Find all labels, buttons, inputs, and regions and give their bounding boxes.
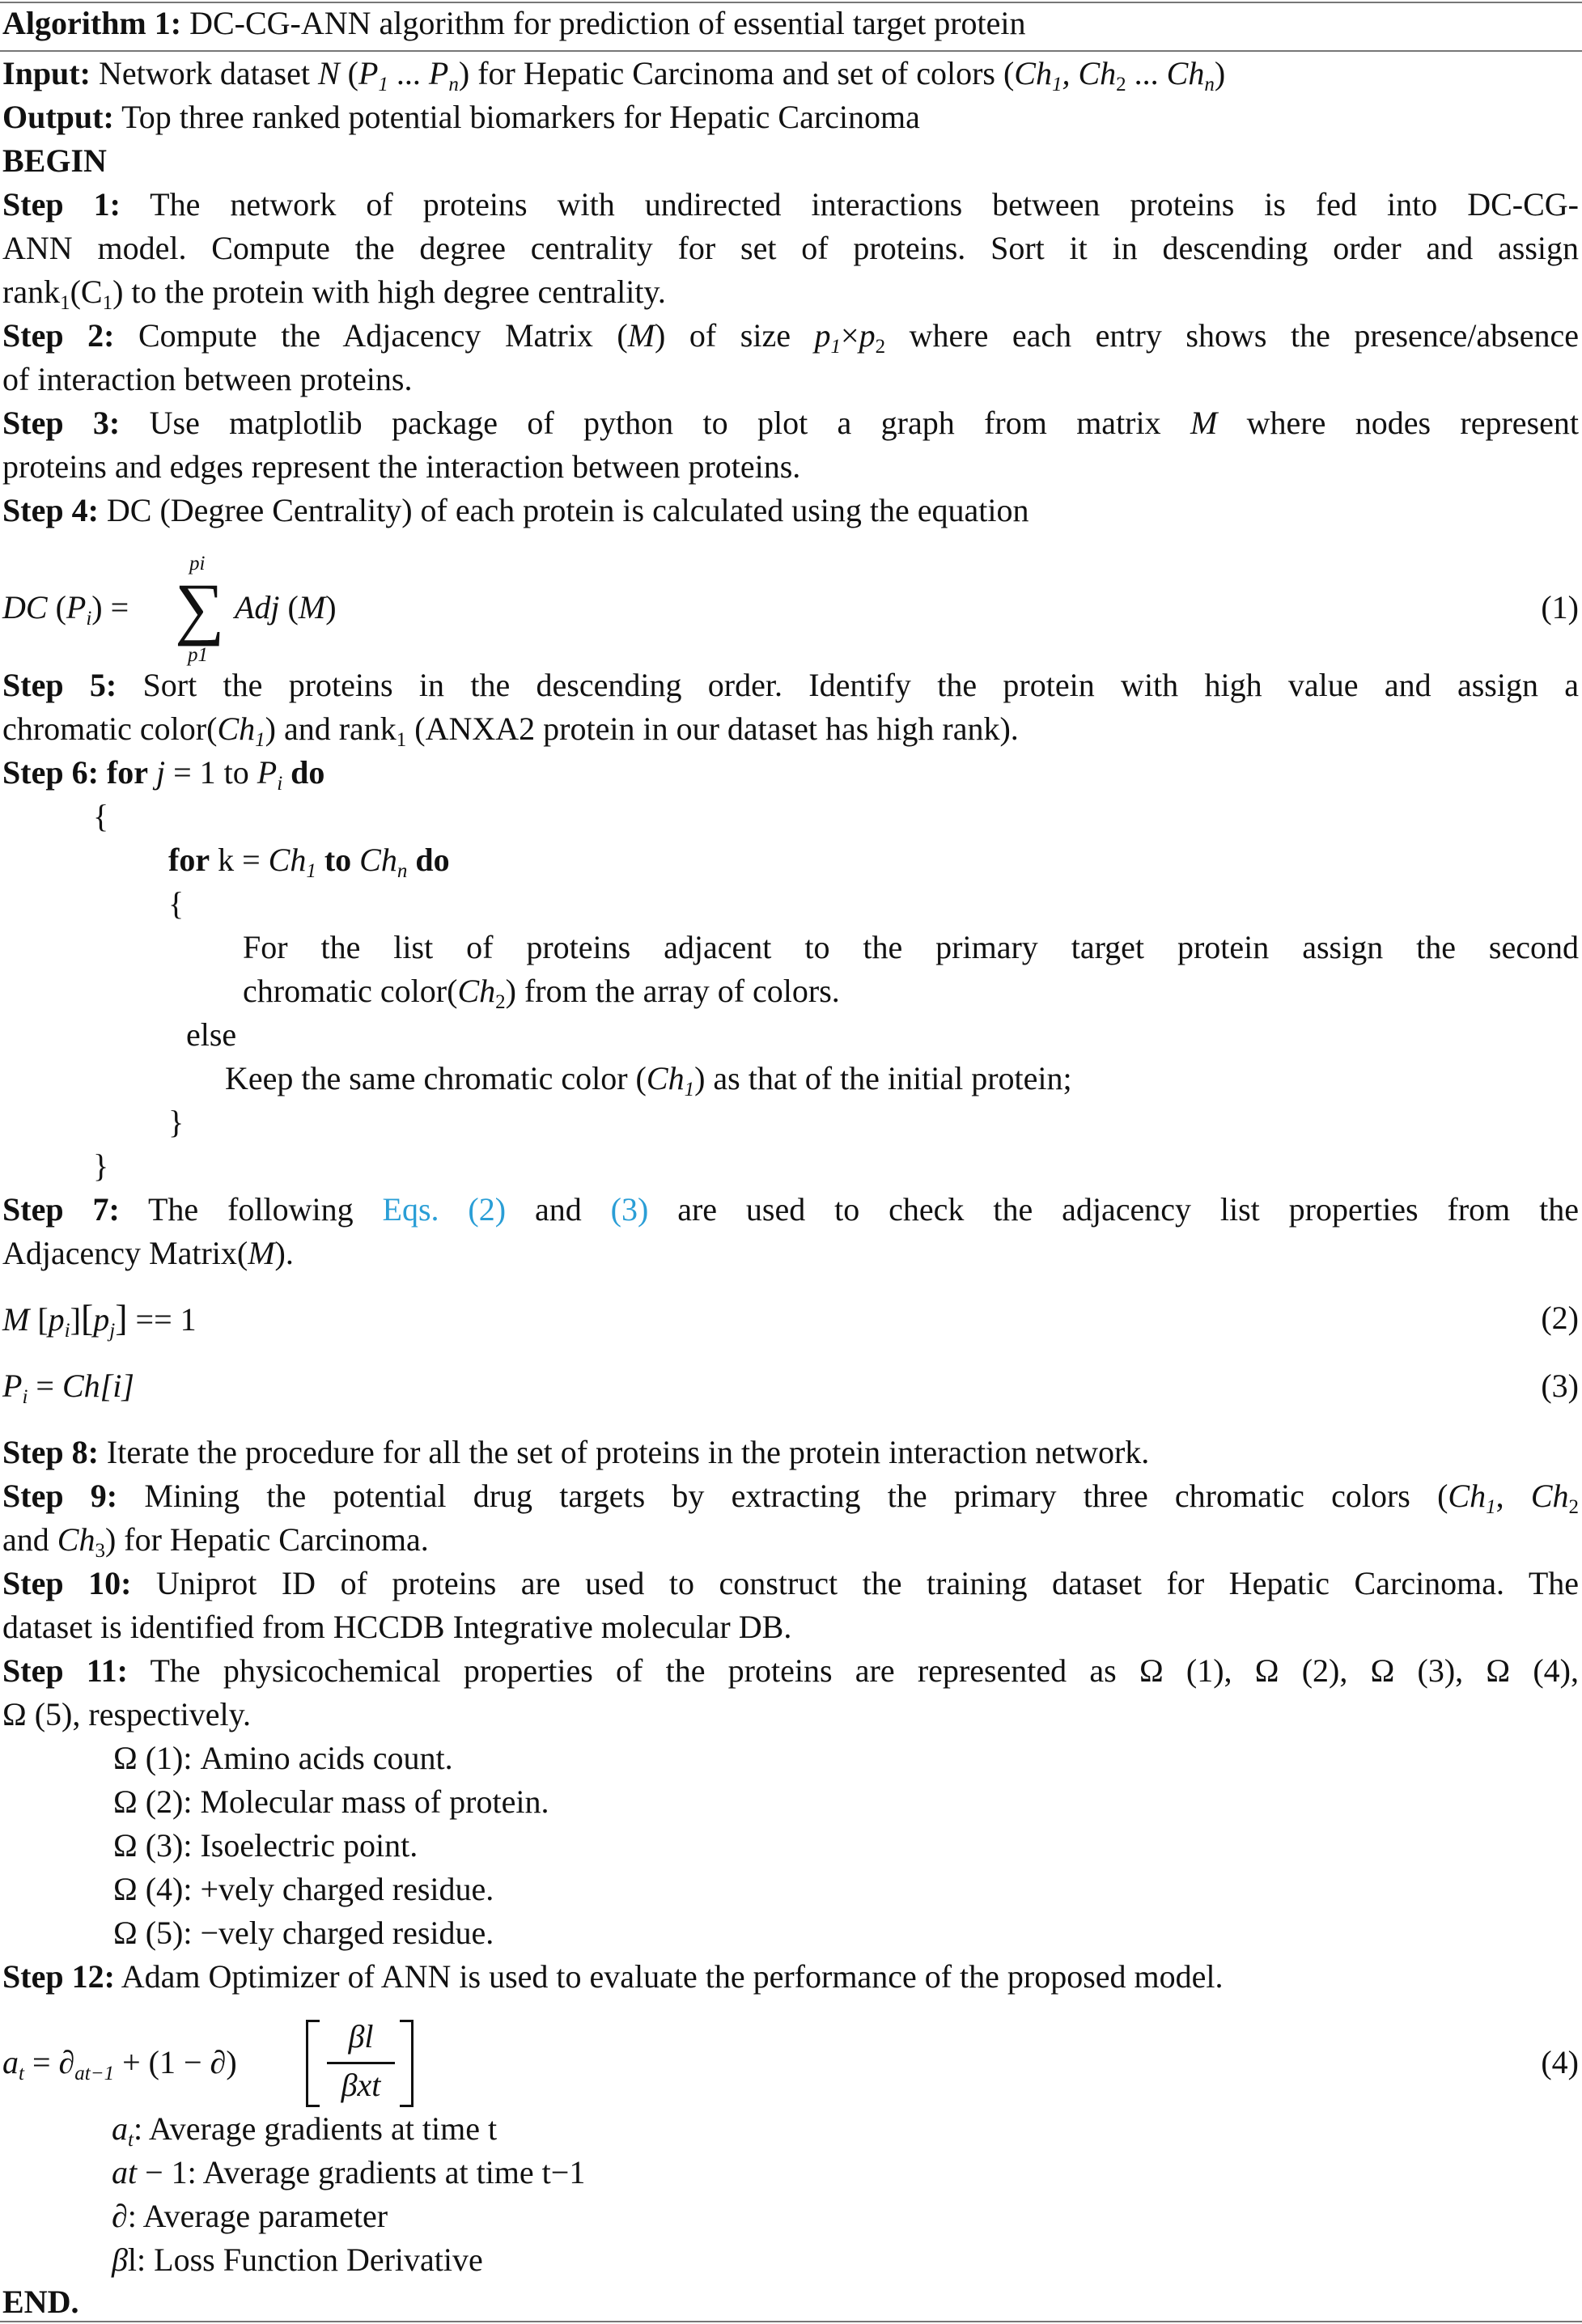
else-line xyxy=(186,1013,1579,1057)
keep-text-b: ) as that of the initial protein; xyxy=(694,1060,1072,1096)
eq4-number: (4) xyxy=(1541,2044,1579,2080)
step11-text1: The physicochemical properties of the proteins are represented as Ω (1), Ω (2), Ω (3), Ω (4), xyxy=(150,1652,1580,1689)
step6-open-brace xyxy=(93,795,1579,838)
inner-body-line2 xyxy=(243,969,1579,1013)
inner-open-brace xyxy=(168,882,1579,926)
eq4-a-sub: t xyxy=(19,2063,24,2084)
def2-at: at xyxy=(112,2154,138,2190)
step1-text3: ) to the protein with high degree centrality. xyxy=(112,274,666,310)
def1-a: a xyxy=(112,2110,128,2147)
step11-line2 xyxy=(2,1693,1579,1737)
step10-line2 xyxy=(2,1605,1579,1649)
input-text: Network dataset xyxy=(98,55,310,91)
step9-label: Step 9: xyxy=(2,1478,118,1514)
else-keyword: else xyxy=(186,1016,237,1053)
inner-ch1-sub: 1 xyxy=(306,860,316,882)
step1-line3 xyxy=(2,270,1579,314)
def2-text: − 1: Average gradients at time t−1 xyxy=(145,2154,586,2190)
eq1-i: i xyxy=(86,608,92,630)
keep-text-a: Keep the same chromatic color ( xyxy=(225,1060,647,1096)
eq2-reference-link[interactable]: Eqs. (2) xyxy=(382,1191,507,1228)
input-line: Input: Network dataset N ($P_1$ ... $P_n$) for Hepatic Carcinoma and set of colors ($Ch_1$, $Ch_2$ ... $Ch_n$) xyxy=(2,55,1226,95)
inner-body-text-a: chromatic color( xyxy=(243,973,458,1009)
step7-text-b: are used to check the adjacency list properties from the xyxy=(677,1191,1580,1228)
step3-line1 xyxy=(2,401,1579,445)
step6-range: = 1 to xyxy=(173,754,249,791)
algorithm-title xyxy=(2,2,1579,45)
eq1-dc: DC xyxy=(2,589,48,626)
bottom-rule xyxy=(0,2321,1582,2322)
definition-item xyxy=(112,2238,1579,2282)
property-5: Ω (5): −vely charged residue. xyxy=(113,1915,494,1951)
step5-line1 xyxy=(2,664,1579,707)
step4-line xyxy=(2,489,1579,532)
input-dots-2: ... xyxy=(1134,55,1159,91)
step5-text-a: chromatic color( xyxy=(2,710,218,747)
input-P1: P xyxy=(358,55,379,91)
inner-do: do xyxy=(415,842,450,878)
definition-item xyxy=(112,2195,1579,2238)
eq1-number: (1) xyxy=(1541,589,1579,626)
step2-label: Step 2: xyxy=(2,317,115,354)
step2-text-b: ) of size xyxy=(655,317,791,354)
input-label: Input: xyxy=(2,55,91,91)
step5-text-b: ) and rank xyxy=(265,710,397,747)
eq2-number: (2) xyxy=(1541,1300,1579,1336)
step10-line1 xyxy=(2,1562,1579,1605)
input-mid: for Hepatic Carcinoma and set of colors xyxy=(477,55,995,91)
step6-for: for xyxy=(106,754,148,791)
inner-chn: Ch xyxy=(359,842,397,878)
eq1-lower-limit: p1 xyxy=(188,644,208,666)
step7-line1 xyxy=(2,1188,1579,1232)
step2-M: M xyxy=(627,317,655,354)
property-item xyxy=(113,1824,1579,1868)
eq4-numerator xyxy=(324,2015,398,2059)
step2-text-a: Compute the Adjacency Matrix ( xyxy=(138,317,628,354)
step2-line2 xyxy=(2,358,1579,401)
end-text: END. xyxy=(2,2284,79,2320)
step1-line1 xyxy=(2,183,1579,227)
property-item xyxy=(113,1868,1579,1911)
step11-text2: Ω (5), respectively. xyxy=(2,1696,252,1732)
step2-text-c: where each entry shows the presence/absence xyxy=(909,317,1579,354)
step2-p1-sub: 1 xyxy=(830,336,841,358)
step3-line2 xyxy=(2,445,1579,489)
step2-p2-sub: 2 xyxy=(875,336,886,358)
sum-symbol: ∑ xyxy=(175,569,225,647)
property-2: Ω (2): Molecular mass of protein. xyxy=(113,1783,549,1820)
algorithm-label: Algorithm 1: xyxy=(2,5,182,41)
inner-body-ch: Ch xyxy=(457,973,496,1009)
step9-text1: Mining the potential drug targets by extracting the primary three chromatic colors ( xyxy=(144,1478,1448,1514)
eq4-partial-sub: at−1 xyxy=(74,2063,115,2084)
step11-line1 xyxy=(2,1649,1579,1693)
step9-ch3: Ch xyxy=(57,1521,95,1558)
def4-beta: β xyxy=(112,2241,128,2278)
step9-and: and xyxy=(2,1521,49,1558)
eq3-Ch: Ch xyxy=(61,1368,100,1404)
definition-item xyxy=(112,2151,1579,2195)
eq2-pj-sub: j xyxy=(109,1320,116,1342)
step2-times: × xyxy=(841,317,859,354)
step2-p2: p xyxy=(859,317,876,354)
input-dots: ... xyxy=(396,55,421,91)
step9-ch1-sub: 1 xyxy=(1486,1496,1496,1518)
eq1-adj: Adj xyxy=(235,589,280,626)
property-4: Ω (4): +vely charged residue. xyxy=(113,1871,494,1907)
eq3-number: (3) xyxy=(1541,1368,1579,1404)
end-keyword xyxy=(2,2280,1579,2324)
input-subn: n xyxy=(448,74,459,95)
output-label: Output: xyxy=(2,99,114,135)
step3-text-b: where nodes represent xyxy=(1246,405,1579,441)
step10-text1: Uniprot ID of proteins are used to construct the training dataset for Hepatic Carcinoma. The xyxy=(155,1565,1580,1601)
eq2-pi: p xyxy=(48,1301,65,1338)
eq3-equals: = xyxy=(36,1368,54,1404)
eq4-partial: ∂ xyxy=(58,2044,75,2080)
keep-line xyxy=(225,1057,1579,1101)
eq1-upper-limit: pi xyxy=(189,553,206,575)
eq4-lhs xyxy=(2,2041,342,2084)
begin-text: BEGIN xyxy=(2,142,107,179)
step9-text2: ) for Hepatic Carcinoma. xyxy=(104,1521,429,1558)
input-ch2-sub: 2 xyxy=(1116,74,1126,95)
eq3-P: P xyxy=(2,1368,23,1404)
step5-ch: Ch xyxy=(217,710,256,747)
property-item xyxy=(113,1780,1579,1824)
eq4-den-text: βxt xyxy=(341,2067,381,2103)
step1-text1: The network of proteins with undirected interactions between proteins is fed into DC-CG- xyxy=(150,186,1580,223)
step6-label: Step 6: xyxy=(2,754,99,791)
inner-body-ch-sub: 2 xyxy=(495,991,506,1013)
output-text: Top three ranked potential biomarkers for Hepatic Carcinoma xyxy=(121,99,920,135)
step9-ch3-sub: 3 xyxy=(95,1540,105,1562)
eq2-rhs: == 1 xyxy=(135,1301,197,1338)
algorithm-title-text: DC-CG-ANN algorithm for prediction of essential target protein xyxy=(189,5,1026,41)
input-ch1-sub: 1 xyxy=(1051,74,1062,95)
step5-ch-sub: 1 xyxy=(255,729,265,751)
eq4-right-bracket xyxy=(400,2020,414,2107)
step9-line1: Step 9: Mining the potential drug targets by extracting the primary three chromatic colors ($Ch_1$, $Ch_2$ xyxy=(2,1478,1580,1518)
step5-rank-sub: 1 xyxy=(396,729,407,751)
eq4-equals: = xyxy=(32,2044,51,2080)
step1-c-sub: 1 xyxy=(102,292,113,314)
input-N: N xyxy=(317,55,340,91)
step11-label: Step 11: xyxy=(2,1652,128,1689)
brace-close-2: } xyxy=(168,1104,184,1140)
step7-label: Step 7: xyxy=(2,1191,120,1228)
eq4-a: a xyxy=(2,2044,19,2080)
equation-3 xyxy=(2,1364,1579,1408)
step10-label: Step 10: xyxy=(2,1565,132,1601)
step12-line xyxy=(2,1955,1579,1999)
step1-c: (C xyxy=(70,274,103,310)
step6-P: P xyxy=(257,754,278,791)
input-chn: Ch xyxy=(1166,55,1205,91)
property-item xyxy=(113,1911,1579,1955)
step3-text2: proteins and edges represent the interaction between proteins. xyxy=(2,448,801,485)
inner-for-line xyxy=(168,838,1579,882)
definition-item xyxy=(112,2107,1579,2151)
eq4-left-bracket xyxy=(306,2020,320,2107)
step3-M: M xyxy=(1190,405,1218,441)
eq2-pj: p xyxy=(93,1301,110,1338)
eq3-P-sub: i xyxy=(22,1386,28,1408)
brace-open-1: { xyxy=(93,798,109,834)
eq1-equals: = xyxy=(110,589,129,626)
def4-text: l: Loss Function Derivative xyxy=(127,2241,483,2278)
step4-text: DC (Degree Centrality) of each protein is calculated using the equation xyxy=(106,492,1029,528)
property-1: Ω (1): Amino acids count. xyxy=(113,1740,453,1776)
step1-text2: ANN model. Compute the degree centrality for set of proteins. Sort it in descending order and assign xyxy=(2,230,1579,266)
step7-line2 xyxy=(2,1232,1579,1275)
step9-line2 xyxy=(2,1518,1579,1562)
step6-do: do xyxy=(291,754,325,791)
step10-text2: dataset is identified from HCCDB Integrative molecular DB. xyxy=(2,1609,792,1645)
keep-ch-sub: 1 xyxy=(684,1079,695,1101)
step5-text1: Sort the proteins in the descending order. Identify the protein with high value and assign a xyxy=(142,667,1580,703)
step7-and: and xyxy=(534,1191,582,1228)
step7-text2-a: Adjacency Matrix( xyxy=(2,1235,248,1271)
input-chn-sub: n xyxy=(1204,74,1215,95)
eq1-rhs: Adj (M) xyxy=(235,589,337,626)
step6-P-sub: i xyxy=(277,773,283,795)
inner-close-brace xyxy=(168,1101,1579,1144)
def1-sub: t xyxy=(128,2129,134,2151)
step7-text-a: The following xyxy=(147,1191,354,1228)
eq1-body: DC $(P_i)$ = xyxy=(2,589,129,630)
outer-close-brace xyxy=(93,1144,1579,1188)
step2-text2: of interaction between proteins. xyxy=(2,361,413,397)
begin-keyword xyxy=(2,139,1579,183)
inner-chn-sub: n xyxy=(397,860,408,882)
equation-2: M $[p_i][p_j] == 1$ xyxy=(2,1297,197,1342)
eq1-M: M xyxy=(298,589,326,626)
keep-ch: Ch xyxy=(646,1060,685,1096)
step4-label: Step 4: xyxy=(2,492,99,528)
eq4-num-text: βl xyxy=(348,2018,374,2055)
step12-label: Step 12: xyxy=(2,1958,115,1995)
step2-p1: p xyxy=(814,317,831,354)
step5-text-c: (ANXA2 protein in our dataset has high rank). xyxy=(414,710,1019,747)
inner-body-text1: For the list of proteins adjacent to the primary target protein assign the second xyxy=(243,929,1579,965)
step7-M: M xyxy=(248,1235,275,1271)
eq4-denominator xyxy=(324,2063,398,2107)
step6-j: j xyxy=(155,754,166,791)
step3-label: Step 3: xyxy=(2,405,121,441)
inner-to: to xyxy=(324,842,352,878)
step12-text: Adam Optimizer of ANN is used to evaluate the performance of the proposed model. xyxy=(121,1958,1224,1995)
eq2-pi-sub: i xyxy=(64,1320,70,1342)
step1-rank: rank xyxy=(2,274,61,310)
step8-text: Iterate the procedure for all the set of proteins in the protein interaction network. xyxy=(106,1434,1150,1470)
input-sub1: 1 xyxy=(378,74,388,95)
step5-line2 xyxy=(2,707,1579,751)
step8-label: Step 8: xyxy=(2,1434,99,1470)
step2-line1 xyxy=(2,314,1579,358)
brace-close-1: } xyxy=(93,1147,109,1184)
step1-line2 xyxy=(2,227,1579,270)
inner-for: for xyxy=(168,842,210,878)
output-line xyxy=(2,95,1579,139)
step1-rank-sub: 1 xyxy=(60,292,70,314)
step9-ch2: Ch xyxy=(1530,1478,1569,1514)
inner-k: k = xyxy=(218,842,261,878)
eq2-M: M xyxy=(2,1301,30,1338)
eq4-plus: + (1 − ∂) xyxy=(122,2044,237,2080)
input-Pn: P xyxy=(428,55,449,91)
input-ch2: Ch xyxy=(1078,55,1117,91)
step7-text2-b: ). xyxy=(274,1235,294,1271)
step5-label: Step 5: xyxy=(2,667,117,703)
inner-body-line1 xyxy=(243,926,1579,969)
step9-ch2-sub: 2 xyxy=(1568,1496,1580,1518)
inner-body-text-b: ) from the array of colors. xyxy=(505,973,840,1009)
step9-ch1: Ch xyxy=(1448,1478,1487,1514)
step3-text-a: Use matplotlib package of python to plot a graph from matrix xyxy=(149,405,1161,441)
property-3: Ω (3): Isoelectric point. xyxy=(113,1827,418,1864)
input-ch1: Ch xyxy=(1014,55,1052,91)
brace-open-2: { xyxy=(168,885,184,922)
eq3-index: [i] xyxy=(100,1368,134,1404)
def3-text: ∂: Average parameter xyxy=(112,2198,388,2234)
eq3-reference-link[interactable]: (3) xyxy=(610,1191,649,1228)
inner-ch1: Ch xyxy=(268,842,307,878)
step6-line xyxy=(2,751,1579,795)
step8-line xyxy=(2,1431,1579,1474)
step1-label: Step 1: xyxy=(2,186,121,223)
def1-text: : Average gradients at time t xyxy=(133,2110,498,2147)
eq1-P: P xyxy=(66,589,87,626)
property-item xyxy=(113,1737,1579,1780)
